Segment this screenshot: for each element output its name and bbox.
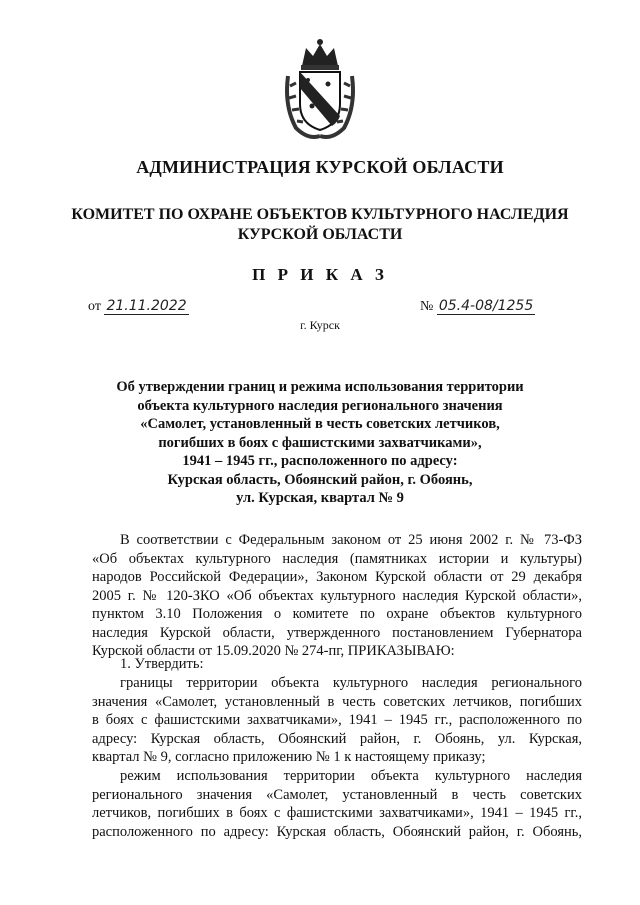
subject-line: Об утверждении границ и режима использования территории bbox=[116, 379, 524, 395]
paragraph-line: народов Российской Федерации», Законом Курской области от 29 декабря bbox=[92, 569, 582, 585]
handwritten-date: 21.11.2022 bbox=[106, 298, 187, 314]
paragraph-line: расположенного по адресу: Курская область, Обоянский район, г. Обоянь, bbox=[92, 823, 582, 840]
subject-line: 1941 – 1945 гг., расположенного по адресу: bbox=[182, 453, 458, 469]
subject-line: «Самолет, установленный в честь советских летчиков, bbox=[140, 416, 500, 432]
preamble-paragraph bbox=[92, 531, 582, 661]
subject-line: объекта культурного наследия регионального значения bbox=[137, 397, 503, 414]
number-prefix: № bbox=[420, 299, 434, 314]
paragraph-line: границы территории объекта культурного наследия регионального bbox=[120, 675, 582, 691]
committee-title-line: КОМИТЕТ ПО ОХРАНЕ ОБЪЕКТОВ КУЛЬТУРНОГО НАСЛЕДИЯ bbox=[71, 206, 569, 223]
paragraph-line: 2005 г. № 120-ЗКО «Об объектах культурного наследия Курской области», bbox=[92, 587, 582, 604]
paragraph-line: режим использования территории объекта культурного наследия bbox=[120, 768, 582, 784]
number-field bbox=[420, 298, 535, 315]
date-prefix: от bbox=[88, 299, 101, 314]
regime-paragraph bbox=[92, 767, 582, 841]
order-subject bbox=[80, 378, 560, 508]
item-approve bbox=[92, 655, 582, 674]
paragraph-line: «Об объектах культурного наследия (памятниках истории и культуры) bbox=[92, 550, 582, 567]
paragraph-line: значения «Самолет, установленный в честь советских летчиков, погибших bbox=[92, 693, 582, 710]
paragraph-line: Курской области от 15.09.2020 № 274-пг, ПРИКАЗЫВАЮ: bbox=[92, 643, 455, 659]
subject-line: Курская область, Обоянский район, г. Обоянь, bbox=[167, 471, 473, 488]
handwritten-number: 05.4-08/1255 bbox=[438, 298, 534, 314]
paragraph-line: 1. Утвердить: bbox=[120, 656, 204, 672]
paragraph-line: наследия Курской области, утвержденного постановлением Губернатора bbox=[92, 624, 582, 641]
committee-title-line: КУРСКОЙ ОБЛАСТИ bbox=[237, 226, 403, 243]
paragraph-line: адресу: Курская область, Обоянский район, г. Обоянь, ул. Курская, bbox=[92, 730, 582, 747]
document-type: П Р И К А З bbox=[252, 265, 388, 284]
date-field bbox=[88, 298, 189, 315]
paragraph-line: квартал № 9, согласно приложению № 1 к настоящему приказу; bbox=[92, 749, 486, 765]
city-label: г. Курск bbox=[300, 318, 340, 332]
paragraph-line: пунктом 3.10 Положения о комитете по охране объектов культурного bbox=[92, 606, 582, 622]
subject-line: ул. Курская, квартал № 9 bbox=[236, 490, 404, 506]
boundaries-paragraph bbox=[92, 674, 582, 767]
subject-line: погибших в боях с фашистскими захватчиками», bbox=[158, 434, 482, 451]
kursk-coat-of-arms-icon bbox=[282, 36, 358, 142]
paragraph-line: летчиков, погибших в боях с фашистскими захватчиками», 1941 – 1945 гг., bbox=[92, 805, 582, 821]
paragraph-line: регионального значения «Самолет, установленный в честь советских bbox=[92, 786, 582, 803]
paragraph-line: В соответствии с Федеральным законом от 25 июня 2002 г. № 73-ФЗ bbox=[120, 532, 582, 548]
administration-title: АДМИНИСТРАЦИЯ КУРСКОЙ ОБЛАСТИ bbox=[136, 157, 504, 177]
committee-title bbox=[0, 205, 640, 245]
paragraph-line: в боях с фашистскими захватчиками», 1941 – 1945 гг., расположенного по bbox=[92, 712, 582, 728]
